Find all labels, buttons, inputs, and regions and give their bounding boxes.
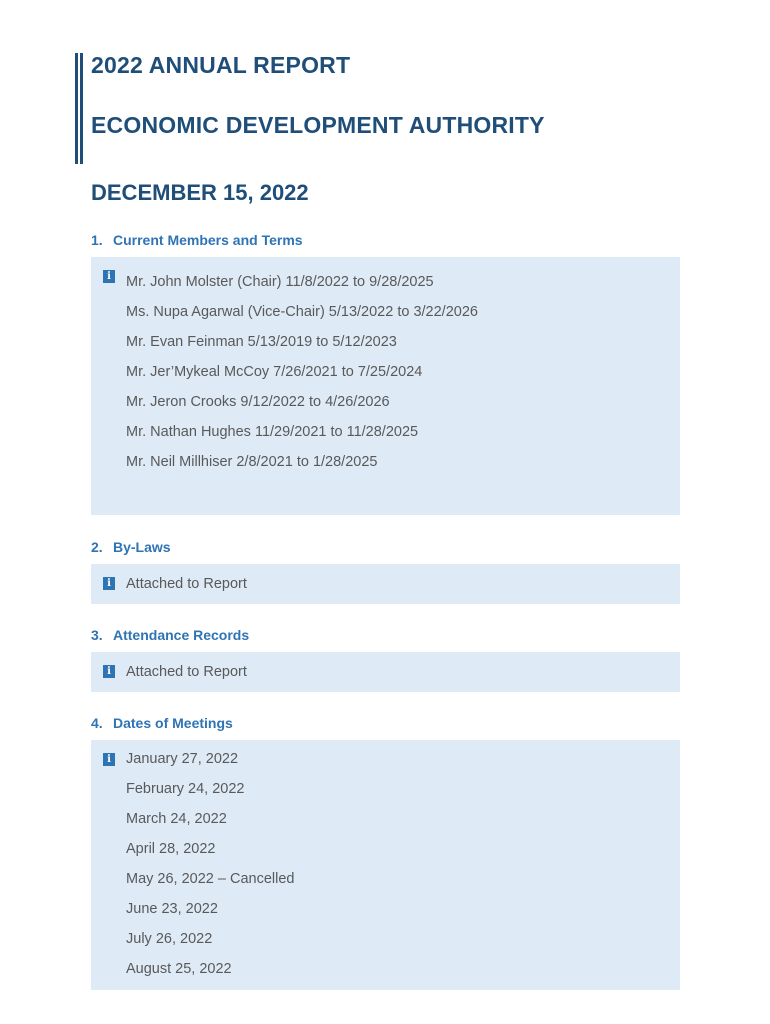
list-item: July 26, 2022 [126, 931, 213, 947]
list-item: March 24, 2022 [126, 811, 227, 827]
list-item: June 23, 2022 [126, 901, 218, 917]
report-title: 2022 ANNUAL REPORT [91, 52, 351, 78]
section-title: Attendance Records [113, 627, 250, 643]
list-item: Ms. Nupa Agarwal (Vice-Chair) 5/13/2022 to 3/22/2026 [126, 304, 478, 320]
section-heading-attendance [91, 627, 249, 643]
list-item: August 25, 2022 [126, 961, 232, 977]
list-item: Mr. Jer’Mykeal McCoy 7/26/2021 to 7/25/2024 [126, 364, 423, 380]
report-date: DECEMBER 15, 2022 [91, 180, 309, 205]
members-box [91, 257, 680, 515]
members-list [126, 267, 478, 477]
list-item: Attached to Report [126, 664, 247, 680]
list-item: Mr. John Molster (Chair) 11/8/2022 to 9/28/2025 [126, 274, 434, 290]
bylaws-list [126, 569, 247, 599]
attendance-box [91, 652, 680, 692]
list-item: Mr. Evan Feinman 5/13/2019 to 5/12/2023 [126, 334, 397, 350]
section-number: 2. [91, 539, 103, 555]
section-number: 4. [91, 715, 103, 731]
section-title: By-Laws [113, 539, 171, 555]
list-item: January 27, 2022 [126, 751, 239, 767]
section-title: Dates of Meetings [113, 715, 233, 731]
list-item: May 26, 2022 – Cancelled [126, 871, 295, 887]
info-icon: i [103, 577, 115, 590]
section-title: Current Members and Terms [113, 232, 303, 248]
list-item: April 28, 2022 [126, 841, 216, 857]
list-item: Mr. Neil Millhiser 2/8/2021 to 1/28/2025 [126, 454, 378, 470]
section-number: 3. [91, 627, 103, 643]
section-heading-meetings [91, 715, 233, 731]
meetings-list [126, 744, 294, 984]
title-accent-bar [75, 53, 78, 164]
list-item: Mr. Nathan Hughes 11/29/2021 to 11/28/2025 [126, 424, 419, 440]
info-icon: i [103, 665, 115, 678]
info-icon: i [103, 270, 115, 283]
bylaws-box [91, 564, 680, 604]
list-item: Attached to Report [126, 576, 247, 592]
section-heading-bylaws [91, 539, 171, 555]
attendance-list [126, 657, 247, 687]
organization-title: ECONOMIC DEVELOPMENT AUTHORITY [91, 112, 545, 138]
info-icon: i [103, 753, 115, 766]
section-heading-members [91, 232, 303, 248]
list-item: February 24, 2022 [126, 781, 245, 797]
section-number: 1. [91, 232, 103, 248]
meetings-box [91, 740, 680, 990]
list-item: Mr. Jeron Crooks 9/12/2022 to 4/26/2026 [126, 394, 390, 410]
title-accent-bar [80, 53, 83, 164]
